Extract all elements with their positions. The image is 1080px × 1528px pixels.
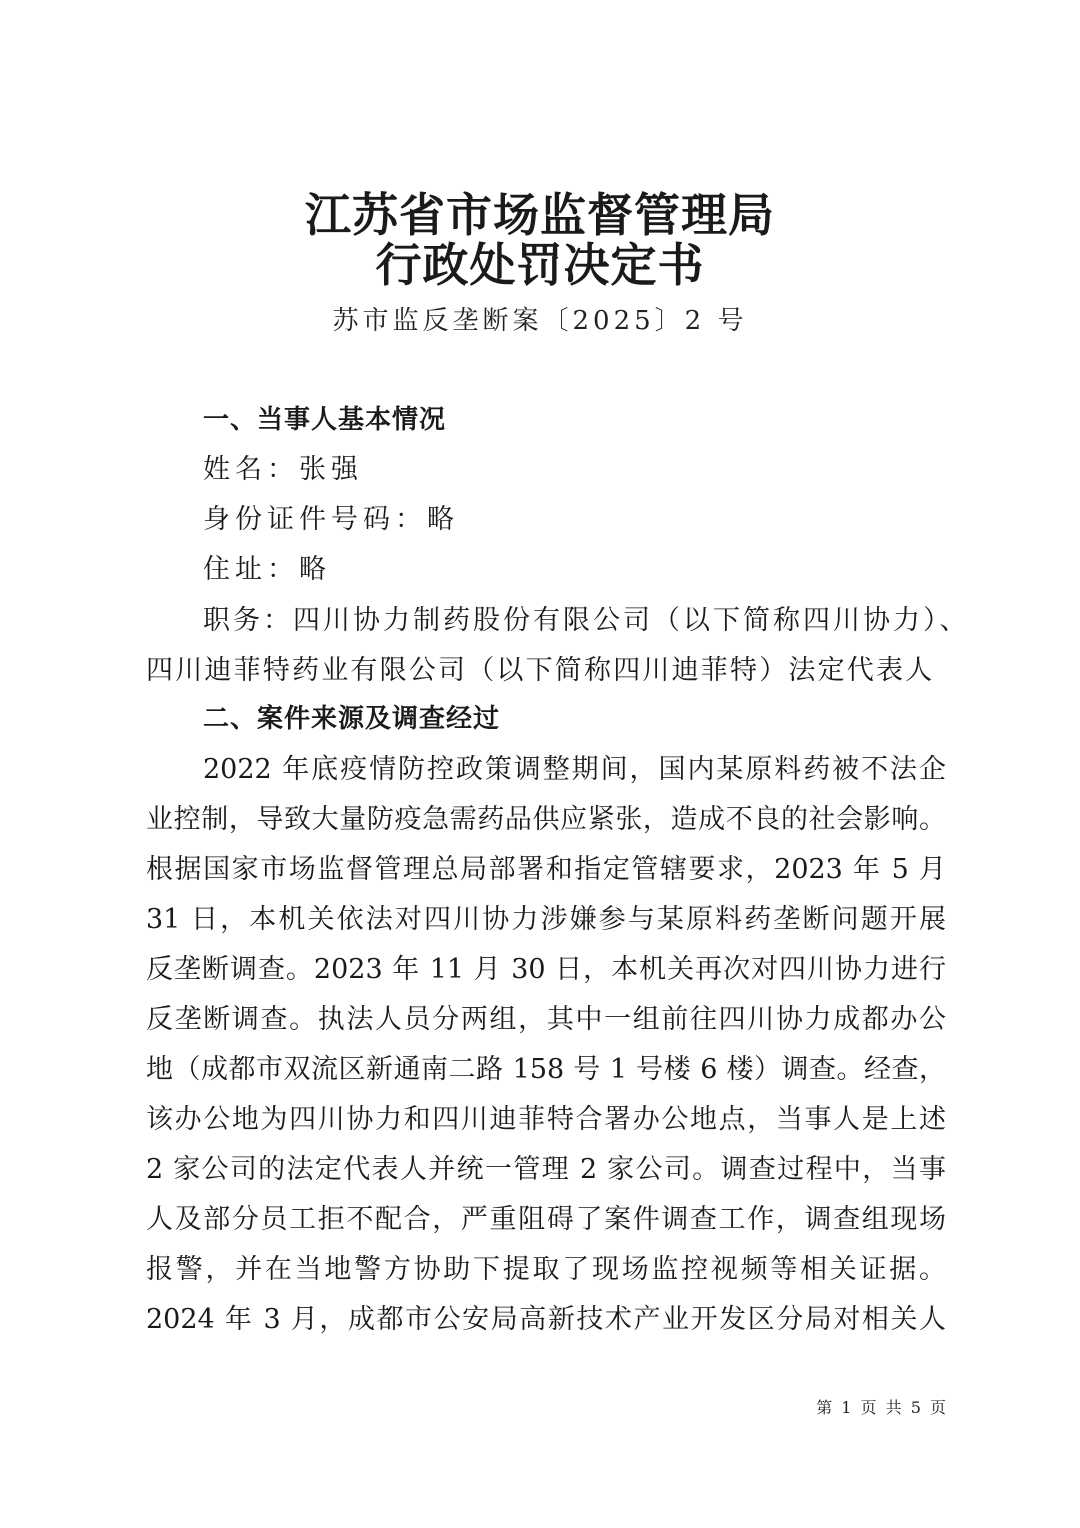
section2-heading: 二、案件来源及调查经过 [203, 704, 501, 734]
party-position-line1: 职务：四川协力制药股份有限公司（以下简称四川协力）、 [203, 605, 970, 636]
body-line: 31 日，本机关依法对四川协力涉嫌参与某原料药垄断问题开展 [146, 904, 946, 935]
document-title-line2: 行政处罚决定书 [375, 238, 705, 292]
body-line: 地（成都市双流区新通南二路 158 号 1 号楼 6 楼）调查。经查， [146, 1054, 946, 1085]
party-name: 姓名：张强 [203, 454, 363, 485]
body-line: 人及部分员工拒不配合，严重阻碍了案件调查工作，调查组现场 [146, 1204, 946, 1235]
body-line: 2 家公司的法定代表人并统一管理 2 家公司。调查过程中，当事 [146, 1154, 946, 1185]
party-id-number: 身份证件号码：略 [203, 504, 459, 535]
document-number: 苏市监反垄断案〔2025〕2 号 [332, 306, 748, 336]
party-position-line2: 四川迪菲特药业有限公司（以下简称四川迪菲特）法定代表人 [146, 655, 935, 686]
page-number-footer: 第 1 页 共 5 页 [816, 1398, 946, 1417]
body-line: 该办公地为四川协力和四川迪菲特合署办公地点，当事人是上述 [146, 1104, 946, 1135]
body-line: 2024 年 3 月，成都市公安局高新技术产业开发区分局对相关人 [146, 1304, 946, 1335]
body-line: 反垄断调查。执法人员分两组，其中一组前往四川协力成都办公 [146, 1004, 946, 1035]
party-address: 住址：略 [203, 554, 331, 585]
body-line: 报警，并在当地警方协助下提取了现场监控视频等相关证据。 [146, 1254, 946, 1285]
section1-heading: 一、当事人基本情况 [203, 405, 447, 435]
body-line: 2022 年底疫情防控政策调整期间，国内某原料药被不法企 [203, 754, 946, 785]
body-line: 业控制，导致大量防疫急需药品供应紧张，造成不良的社会影响。 [146, 804, 946, 835]
document-title-line1: 江苏省市场监督管理局 [305, 188, 775, 242]
body-line: 根据国家市场监督管理总局部署和指定管辖要求，2023 年 5 月 [146, 854, 946, 885]
body-line: 反垄断调查。2023 年 11 月 30 日，本机关再次对四川协力进行 [146, 954, 946, 985]
